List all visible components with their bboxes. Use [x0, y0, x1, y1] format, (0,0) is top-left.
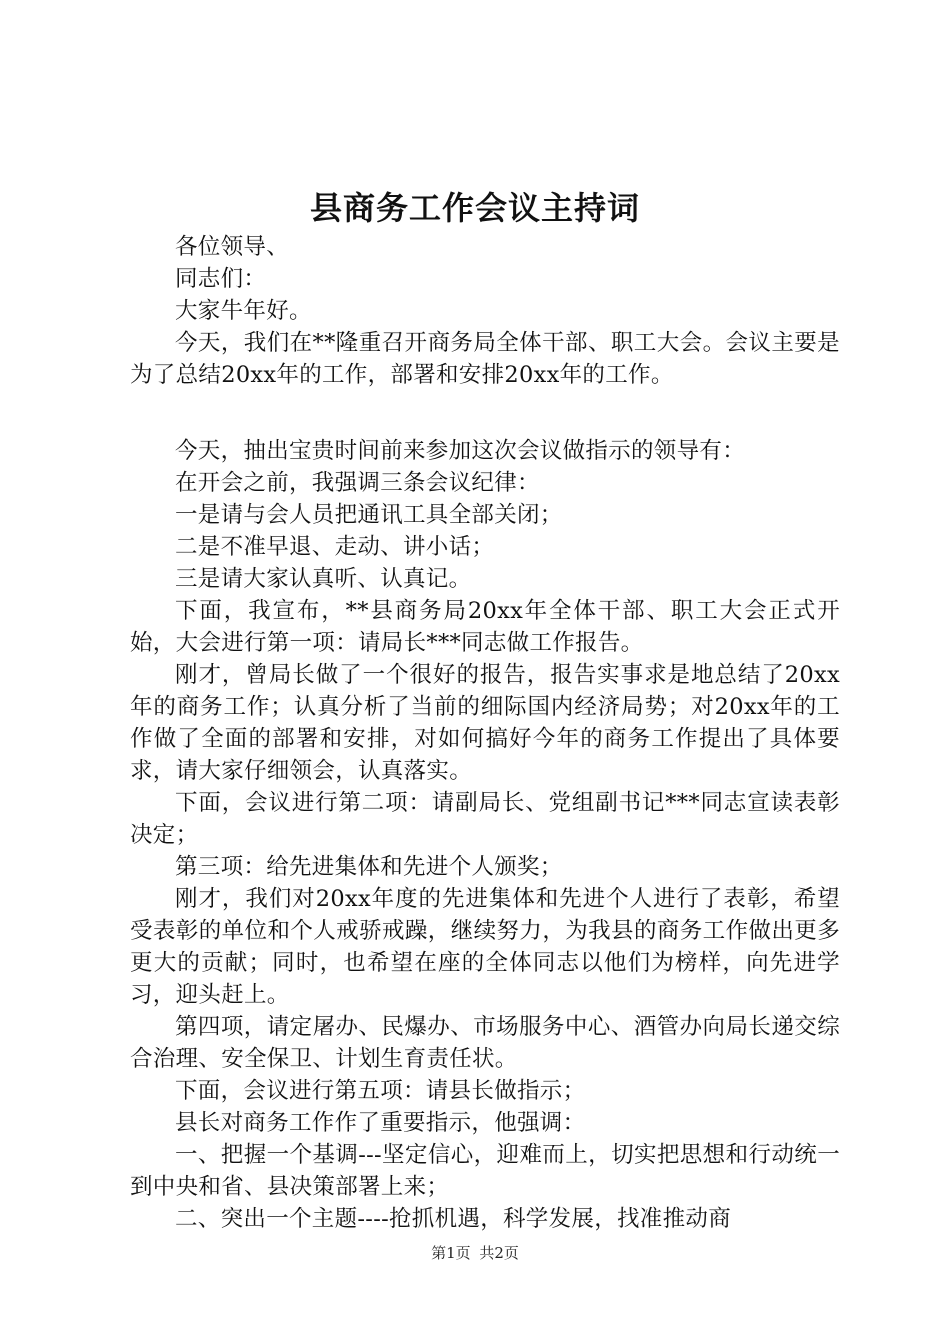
- page-number: 第1页: [431, 1244, 471, 1262]
- paragraph: 一是请与会人员把通讯工具全部关闭；: [175, 502, 563, 528]
- paragraph: 二是不准早退、走动、讲小话；: [175, 534, 495, 560]
- paragraph: 同志们：: [175, 266, 267, 292]
- paragraph: 今天，我们在**隆重召开商务局全体干部、职工大会。会议主要是为了总结20xx年的工作，部署和安排20xx年的工作。: [130, 330, 840, 388]
- paragraph: 在开会之前，我强调三条会议纪律：: [175, 470, 540, 496]
- paragraph: 下面，会议进行第五项：请县长做指示；: [175, 1078, 586, 1104]
- page-footer: [0, 1243, 950, 1263]
- paragraph: 各位领导、: [175, 234, 290, 260]
- page-total: 共2页: [479, 1244, 519, 1262]
- document-body: [130, 231, 840, 1235]
- paragraph-gap: [130, 391, 840, 435]
- paragraph: 县长对商务工作作了重要指示，他强调：: [175, 1110, 586, 1136]
- paragraph: 刚才，曾局长做了一个很好的报告，报告实事求是地总结了20xx年的商务工作；认真分析了当前的细际国内经济局势；对20xx年的工作做了全面的部署和安排，对如何搞好今年的商务工作提出了具体要求，请大家仔细领会，认真落实。: [130, 662, 840, 784]
- document-title: 县商务工作会议主持词: [309, 189, 640, 227]
- paragraph: 刚才，我们对20xx年度的先进集体和先进个人进行了表彰，希望受表彰的单位和个人戒骄戒躁，继续努力，为我县的商务工作做出更多更大的贡献；同时，也希望在座的全体同志以他们为榜样，向先进学习，迎头赶上。: [130, 886, 840, 1008]
- paragraph: 大家牛年好。: [175, 298, 312, 324]
- paragraph: 今天，抽出宝贵时间前来参加这次会议做指示的领导有：: [175, 438, 746, 464]
- paragraph: 下面，会议进行第二项：请副局长、党组副书记***同志宣读表彰决定；: [130, 790, 840, 848]
- paragraph: 三是请大家认真听、认真记。: [175, 566, 472, 592]
- paragraph: 一、把握一个基调---坚定信心，迎难而上，切实把思想和行动统一到中央和省、县决策部署上来；: [130, 1142, 840, 1200]
- paragraph: 下面，我宣布，**县商务局20xx年全体干部、职工大会正式开始，大会进行第一项：请局长***同志做工作报告。: [130, 598, 840, 656]
- paragraph: 二、突出一个主题----抢抓机遇，科学发展，找准推动商: [175, 1206, 732, 1232]
- paragraph: 第三项：给先进集体和先进个人颁奖；: [175, 854, 563, 880]
- paragraph: 第四项，请定屠办、民爆办、市场服务中心、酒管办向局长递交综合治理、安全保卫、计划生育责任状。: [130, 1014, 840, 1072]
